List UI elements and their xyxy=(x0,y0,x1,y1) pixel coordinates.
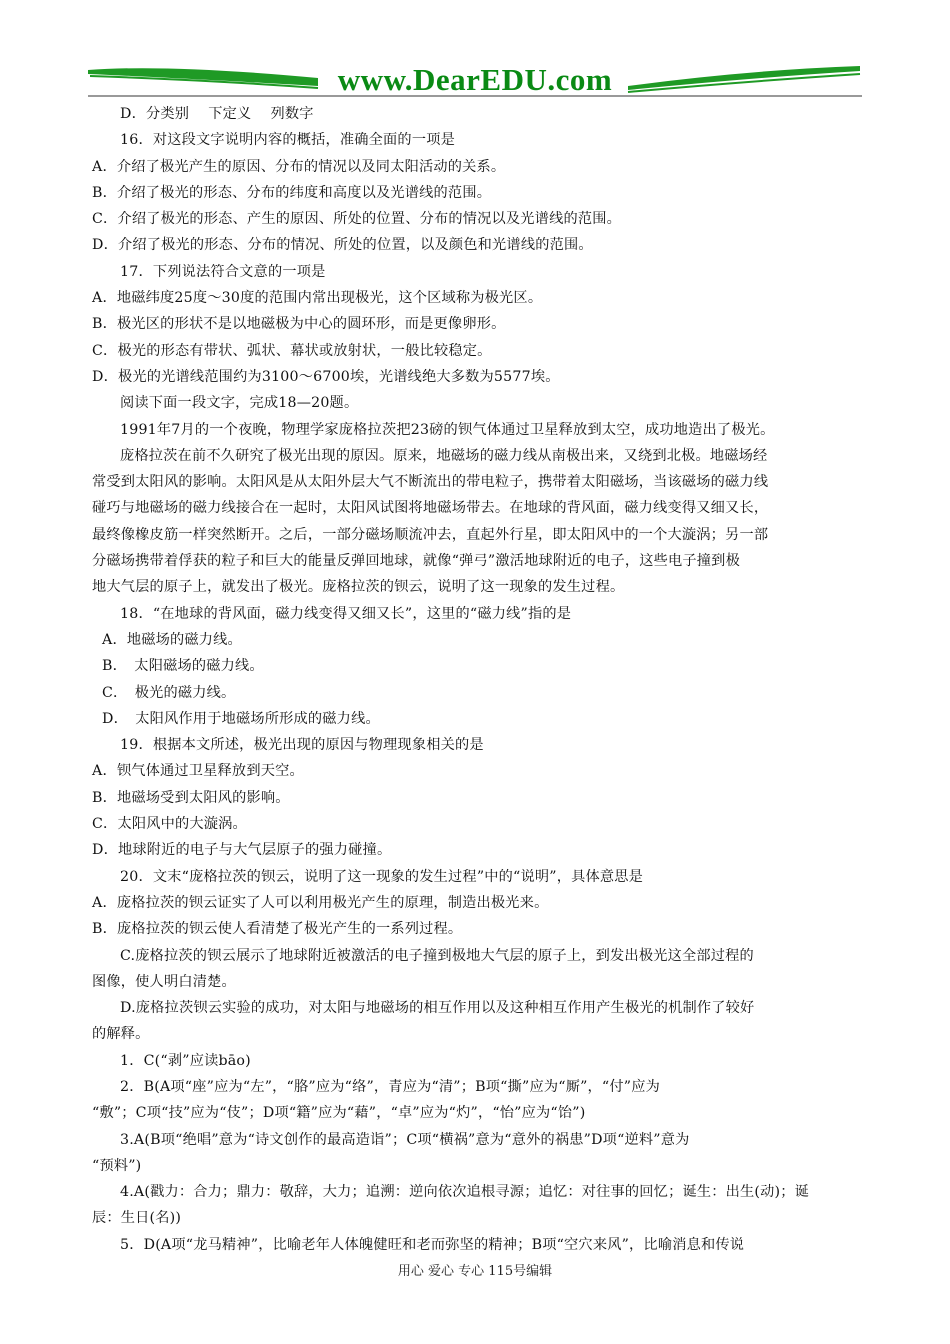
text-line: D．极光的光谱线范围约为3100～6700埃，光谱线绝大多数为5577埃。 xyxy=(92,368,560,385)
text-line: 1．C(“剥”应读bāo) xyxy=(120,1052,251,1069)
text-line: 19．根据本文所述，极光出现的原因与物理现象相关的是 xyxy=(120,737,484,754)
text-line: 图像，使人明白清楚。 xyxy=(92,973,236,990)
site-logo-text: www.DearEDU.com xyxy=(337,62,613,97)
text-line: “预料”) xyxy=(92,1157,142,1174)
text-line: A．地磁场的磁力线。 xyxy=(102,631,242,648)
text-line: 4.A(戳力：合力；鼎力：敬辞，大力；追溯：逆向依次追根寻源；追忆：对往事的回忆；诞生：出生(动)；诞 xyxy=(120,1184,810,1201)
text-line: C．太阳风中的大漩涡。 xyxy=(92,816,247,833)
text-line: 常受到太阳风的影响。太阳风是从太阳外层大气不断流出的带电粒子，携带着太阳磁场，当该磁场的磁力线 xyxy=(92,474,769,491)
text-line: A．地磁纬度25度～30度的范围内常出现极光，这个区域称为极光区。 xyxy=(92,290,543,307)
text-line: B．介绍了极光的形态、分布的纬度和高度以及光谱线的范围。 xyxy=(92,184,492,201)
page-footer: 用心 爱心 专心 115号编辑 xyxy=(397,1264,553,1279)
text-line: B．地磁场受到太阳风的影响。 xyxy=(92,789,290,806)
text-line: 17．下列说法符合文意的一项是 xyxy=(120,263,326,280)
text-line: 18．“在地球的背风面，磁力线变得又细又长”，这里的“磁力线”指的是 xyxy=(120,605,572,622)
page-header xyxy=(88,56,862,100)
text-line: 20．文末“庞格拉茨的钡云，说明了这一现象的发生过程”中的“说明”，具体意思是 xyxy=(120,868,644,885)
text-line: D.庞格拉茨钡云实验的成功，对太阳与地磁场的相互作用以及这种相互作用产生极光的机制作了较好 xyxy=(120,1000,755,1017)
text-line: A．钡气体通过卫星释放到天空。 xyxy=(92,763,304,780)
text-line: 3.A(B项“绝唱”意为“诗文创作的最高造诣”；C项“横祸”意为“意外的祸患”D项“逆料”意为 xyxy=(120,1131,690,1148)
document-body xyxy=(92,101,862,1258)
text-line: C． 极光的磁力线。 xyxy=(102,684,236,701)
text-line: C．极光的形态有带状、弧状、幕状或放射状，一般比较稳定。 xyxy=(92,342,492,359)
text-line: 最终像橡皮筋一样突然断开。之后，一部分磁场顺流冲去，直起外行星，即太阳风中的一个大漩涡；另一部 xyxy=(92,526,769,543)
text-line: 分磁场携带着俘获的粒子和巨大的能量反弹回地球，就像“弹弓”激活地球附近的电子，这些电子撞到极 xyxy=(92,553,740,570)
text-line: 庞格拉茨在前不久研究了极光出现的原因。原来，地磁场的磁力线从南极出来，又绕到北极。地磁场经 xyxy=(120,447,768,464)
text-line: D．介绍了极光的形态、分布的情况、所处的位置，以及颜色和光谱线的范围。 xyxy=(92,237,593,254)
text-line: D．地球附近的电子与大气层原子的强力碰撞。 xyxy=(92,842,392,859)
text-line: 阅读下面一段文字，完成18—20题。 xyxy=(120,395,359,412)
text-line: A．介绍了极光产生的原因、分布的情况以及同太阳活动的关系。 xyxy=(92,158,506,175)
text-line: B．极光区的形状不是以地磁极为中心的圆环形，而是更像卵形。 xyxy=(92,316,506,333)
text-line: B．庞格拉茨的钡云使人看清楚了极光产生的一系列过程。 xyxy=(92,921,463,938)
text-line: C．介绍了极光的形态、产生的原因、所处的位置、分布的情况以及光谱线的范围。 xyxy=(92,211,622,228)
text-line: D．分类别 下定义 列数字 xyxy=(120,106,314,122)
text-line: B． 太阳磁场的磁力线。 xyxy=(102,658,264,675)
text-line: “敷”；C项“技”应为“伎”；D项“籍”应为“藉”，“卓”应为“灼”，“怡”应为“饴”) xyxy=(92,1105,586,1122)
text-line: 碰巧与地磁场的磁力线接合在一起时，太阳风试图将地磁场带去。在地球的背风面，磁力线变得又细又长， xyxy=(92,500,769,517)
text-line: 2．B(A项“座”应为“左”，“胳”应为“络”，青应为“清”；B项“撕”应为“厮”，“付”应为 xyxy=(120,1078,660,1095)
text-line: 辰：生日(名)) xyxy=(92,1210,182,1227)
text-line: 地大气层的原子上，就发出了极光。庞格拉茨的钡云，说明了这一现象的发生过程。 xyxy=(92,579,625,596)
text-line: 的解释。 xyxy=(92,1026,150,1043)
text-line: C.庞格拉茨的钡云展示了地球附近被激活的电子撞到极地大气层的原子上，到发出极光这全部过程的 xyxy=(120,947,754,964)
text-line: 1991年7月的一个夜晚，物理学家庞格拉茨把23磅的钡气体通过卫星释放到太空，成功地造出了极光。 xyxy=(120,421,775,438)
text-line: A．庞格拉茨的钡云证实了人可以利用极光产生的原理，制造出极光来。 xyxy=(92,894,549,911)
text-line: D． 太阳风作用于地磁场所形成的磁力线。 xyxy=(102,710,380,727)
text-line: 5．D(A项“龙马精神”，比喻老年人体魄健旺和老而弥坚的精神；B项“空穴来风”，比喻消息和传说 xyxy=(120,1236,745,1253)
text-line: 16．对这段文字说明内容的概括，准确全面的一项是 xyxy=(120,132,455,149)
